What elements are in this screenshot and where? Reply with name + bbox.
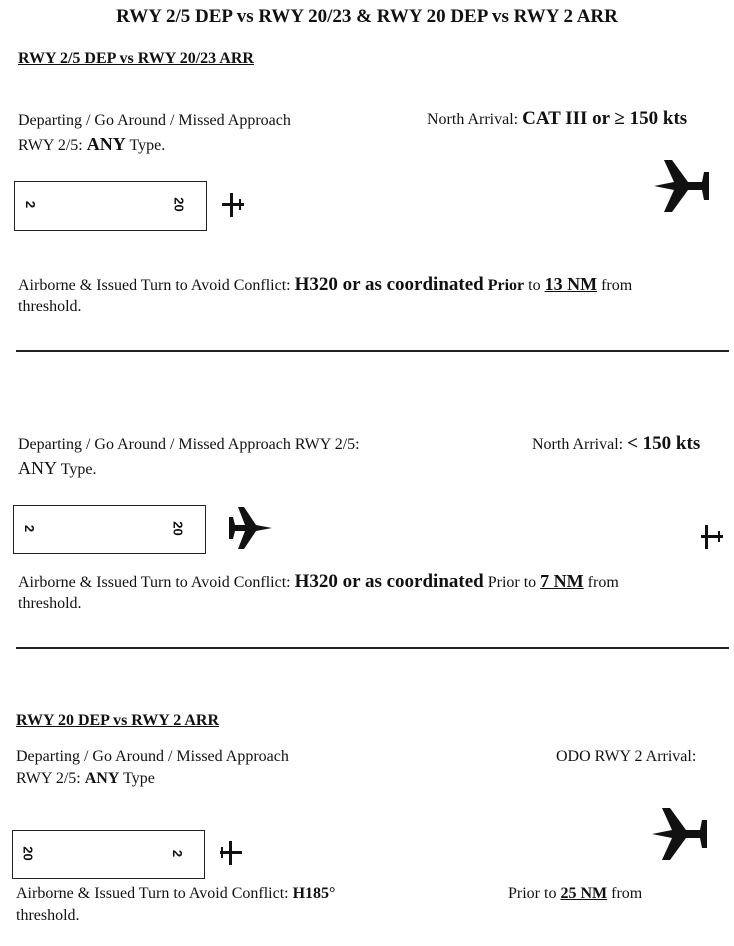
section2-condition	[18, 570, 619, 594]
large-aircraft-icon	[228, 505, 274, 551]
large-aircraft-icon	[650, 806, 708, 862]
section1-runway-label-left: 2	[23, 200, 39, 209]
section2-north-arrival	[532, 433, 700, 456]
section1-dep-line1: Departing / Go Around / Missed Approach	[18, 112, 291, 129]
section2-distance: 7 NM	[540, 571, 584, 591]
section3-threshold: threshold.	[16, 907, 80, 924]
section3-runway-label-left: 20	[20, 846, 36, 861]
section1-to: to	[524, 277, 545, 294]
section2-dep-line1: Departing / Go Around / Missed Approach RWY 2/5:	[18, 436, 360, 453]
section1-dep-type: ANY	[86, 134, 126, 154]
divider-2	[16, 647, 729, 649]
section2-dep-type: ANY	[18, 458, 57, 478]
section3-from: from	[607, 885, 643, 902]
section3-arrival-label: ODO RWY 2 Arrival:	[556, 748, 697, 765]
small-aircraft-icon	[219, 838, 243, 868]
section2-from: from	[583, 574, 619, 591]
section1-arr-value: CAT III or ≥ 150 kts	[522, 108, 688, 129]
section3-runway	[12, 830, 205, 879]
section2-arr-value: < 150 kts	[627, 433, 701, 454]
small-aircraft-icon	[221, 190, 245, 220]
section3-dep-type: ANY	[84, 770, 120, 787]
section2-arr-prefix: North Arrival:	[532, 436, 628, 453]
section1-prior: Prior	[487, 277, 525, 294]
large-aircraft-icon	[652, 158, 710, 214]
section3-cond-value: H185°	[292, 885, 336, 902]
section1-runway	[14, 181, 207, 231]
section3-distance: 25 NM	[560, 885, 608, 902]
section1-cond-value: H320 or as coordinated	[294, 274, 484, 295]
section1-threshold: threshold.	[18, 298, 82, 315]
section1-dep-suffix: Type.	[125, 137, 166, 154]
section3-dep-suffix: Type	[119, 770, 155, 787]
section2-runway	[13, 505, 206, 554]
section1-cond-prefix: Airborne & Issued Turn to Avoid Conflict:	[18, 277, 295, 294]
section1-runway-label-right: 20	[171, 197, 187, 212]
section2-runway-label-left: 2	[22, 524, 38, 533]
section1-north-arrival	[427, 108, 687, 131]
section2-cond-prefix: Airborne & Issued Turn to Avoid Conflict:	[18, 574, 295, 591]
section2-runway-label-right: 20	[170, 521, 186, 536]
section1-dep-prefix: RWY 2/5:	[18, 137, 87, 154]
section3-dep-line2	[16, 768, 155, 790]
section3-heading: RWY 20 DEP vs RWY 2 ARR	[16, 712, 220, 729]
section3-condition	[16, 883, 335, 905]
section1-from: from	[597, 277, 633, 294]
page-title: RWY 2/5 DEP vs RWY 20/23 & RWY 20 DEP vs RWY 2 ARR	[116, 6, 618, 27]
small-aircraft-icon	[700, 522, 724, 552]
section3-prior-text: Prior to	[508, 885, 561, 902]
section3-runway-label-right: 2	[170, 849, 186, 858]
section1-dep-line2	[18, 133, 165, 157]
section2-prior: Prior to	[483, 574, 541, 591]
section1-distance: 13 NM	[544, 274, 598, 294]
section3-dep-line1: Departing / Go Around / Missed Approach	[16, 748, 289, 765]
section3-dep-prefix: RWY 2/5:	[16, 770, 85, 787]
section1-condition	[18, 273, 632, 297]
section2-cond-value: H320 or as coordinated	[294, 571, 484, 592]
section2-dep-suffix: Type.	[57, 461, 97, 478]
section1-arr-prefix: North Arrival:	[427, 111, 523, 128]
section3-prior	[508, 883, 642, 905]
section1-heading: RWY 2/5 DEP vs RWY 20/23 ARR	[18, 50, 254, 67]
section2-threshold: threshold.	[18, 595, 82, 612]
section3-cond-prefix: Airborne & Issued Turn to Avoid Conflict:	[16, 885, 293, 902]
divider-1	[16, 350, 729, 352]
section2-dep-line2	[18, 457, 96, 481]
